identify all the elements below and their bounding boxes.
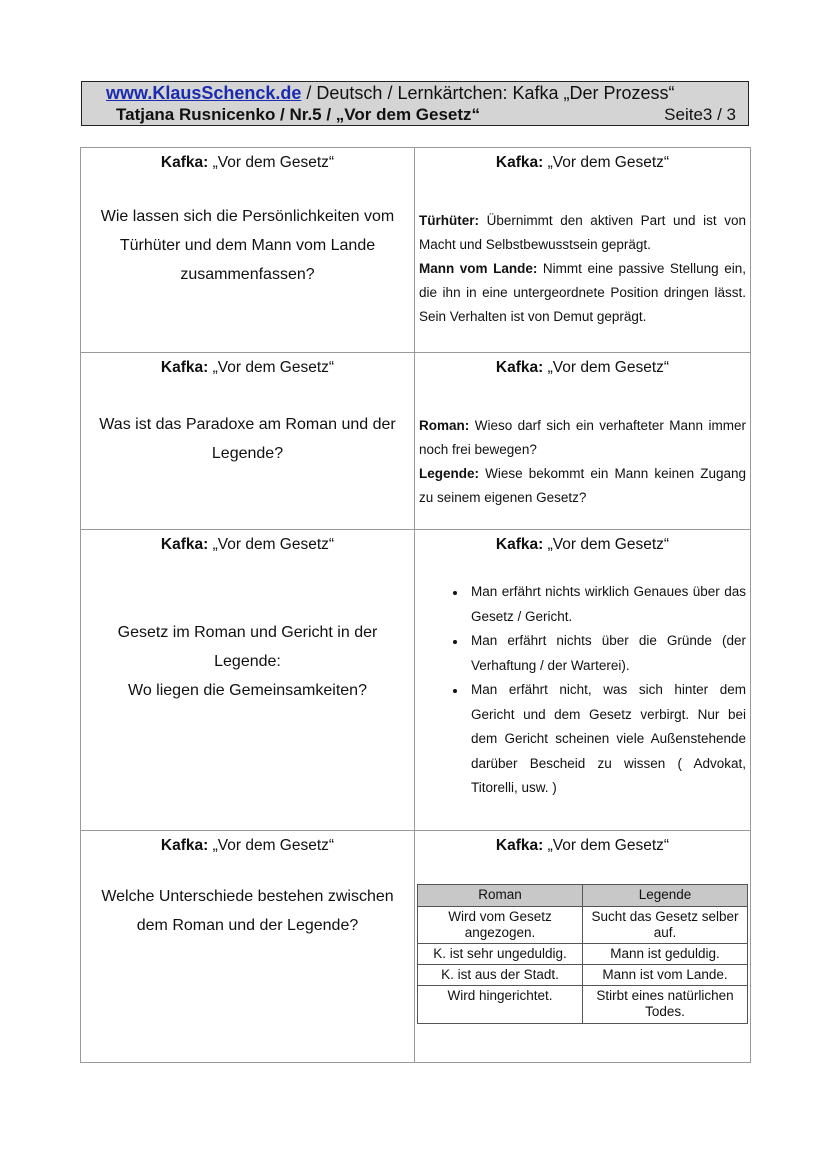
table-row [418, 944, 748, 965]
question-text: Wie lassen sich die Persönlichkeiten vom Türhüter und dem Mann vom Lande zusammenfassen? [100, 208, 395, 283]
card-title: Kafka: „Vor dem Gesetz“ [160, 359, 335, 376]
card-1-answer [415, 148, 751, 353]
card-1-question [81, 148, 415, 353]
breadcrumb: / Deutsch / Lernkärtchen: Kafka „Der Prozess“ [301, 83, 675, 103]
table-row [418, 986, 748, 1024]
column-header: Legende [583, 885, 748, 907]
comparison-table [417, 884, 748, 1024]
card-title: Kafka: „Vor dem Gesetz“ [495, 154, 670, 171]
table-cell: K. ist sehr ungeduldig. [418, 944, 583, 965]
document-header [81, 81, 749, 126]
table-row [418, 965, 748, 986]
answer-bullets [415, 580, 750, 801]
table-cell: Wird vom Gesetz angezogen. [418, 907, 583, 944]
list-item: • Man erfährt nichts über die Gründe (der Verhaftung / der Warterei). [467, 629, 746, 678]
table-cell: Sucht das Gesetz selber auf. [583, 907, 748, 944]
card-title: Kafka: „Vor dem Gesetz“ [160, 154, 335, 171]
card-3-answer [415, 530, 751, 831]
card-title: Kafka: „Vor dem Gesetz“ [160, 536, 335, 553]
card-4-question [81, 831, 415, 1063]
card-3-question [81, 530, 415, 831]
page-number: Seite3 / 3 [664, 105, 736, 124]
question-text: Was ist das Paradoxe am Roman und der Legende? [99, 416, 396, 462]
flashcard-grid [80, 147, 751, 1063]
card-2-question [81, 353, 415, 530]
header-line-1 [106, 83, 675, 104]
question-text: Welche Unterschiede bestehen zwischen dem Roman und der Legende? [101, 888, 394, 934]
list-item: • Man erfährt nichts wirklich Genaues über das Gesetz / Gericht. [467, 580, 746, 629]
question-text: Gesetz im Roman und Gericht in der Legende: Wo liegen die Gemeinsamkeiten? [117, 624, 378, 699]
list-item: • Man erfährt nicht, was sich hinter dem Gericht und dem Gesetz verbirgt. Nur bei dem Gericht scheinen viele Außenstehende darüber Bescheid zu wissen ( Advokat, Titorelli, usw. ) [467, 678, 746, 801]
answer-text: Roman: Wieso darf sich ein verhafteter Mann immer noch frei bewegen? Legende: Wiese bekommt ein Mann keinen Zugang zu seinem eigenen Gesetz? [419, 418, 746, 505]
card-title: Kafka: „Vor dem Gesetz“ [160, 837, 335, 854]
card-row-2 [81, 353, 751, 530]
table-cell: Mann ist vom Lande. [583, 965, 748, 986]
card-row-3 [81, 530, 751, 831]
card-row-1 [81, 148, 751, 353]
table-cell: Mann ist geduldig. [583, 944, 748, 965]
table-cell: Wird hingerichtet. [418, 986, 583, 1024]
card-4-answer [415, 831, 751, 1063]
card-2-answer [415, 353, 751, 530]
card-title: Kafka: „Vor dem Gesetz“ [495, 359, 670, 376]
author-line: Tatjana Rusnicenko / Nr.5 / „Vor dem Gesetz“ [116, 105, 481, 124]
table-header-row [418, 885, 748, 907]
card-title: Kafka: „Vor dem Gesetz“ [495, 536, 670, 553]
table-cell: Stirbt eines natürlichen Todes. [583, 986, 748, 1024]
table-row [418, 907, 748, 944]
answer-text: Türhüter: Übernimmt den aktiven Part und ist von Macht und Selbstbewusstsein geprägt. Mann vom Lande: Nimmt eine passive Stellung ein, die ihn in eine untergeordnete Position dringen lässt. Sein Verhalten ist von Demut geprägt. [419, 213, 746, 324]
card-title: Kafka: „Vor dem Gesetz“ [495, 837, 670, 854]
table-cell: K. ist aus der Stadt. [418, 965, 583, 986]
site-link[interactable]: www.KlausSchenck.de [106, 83, 302, 103]
column-header: Roman [418, 885, 583, 907]
card-row-4 [81, 831, 751, 1063]
